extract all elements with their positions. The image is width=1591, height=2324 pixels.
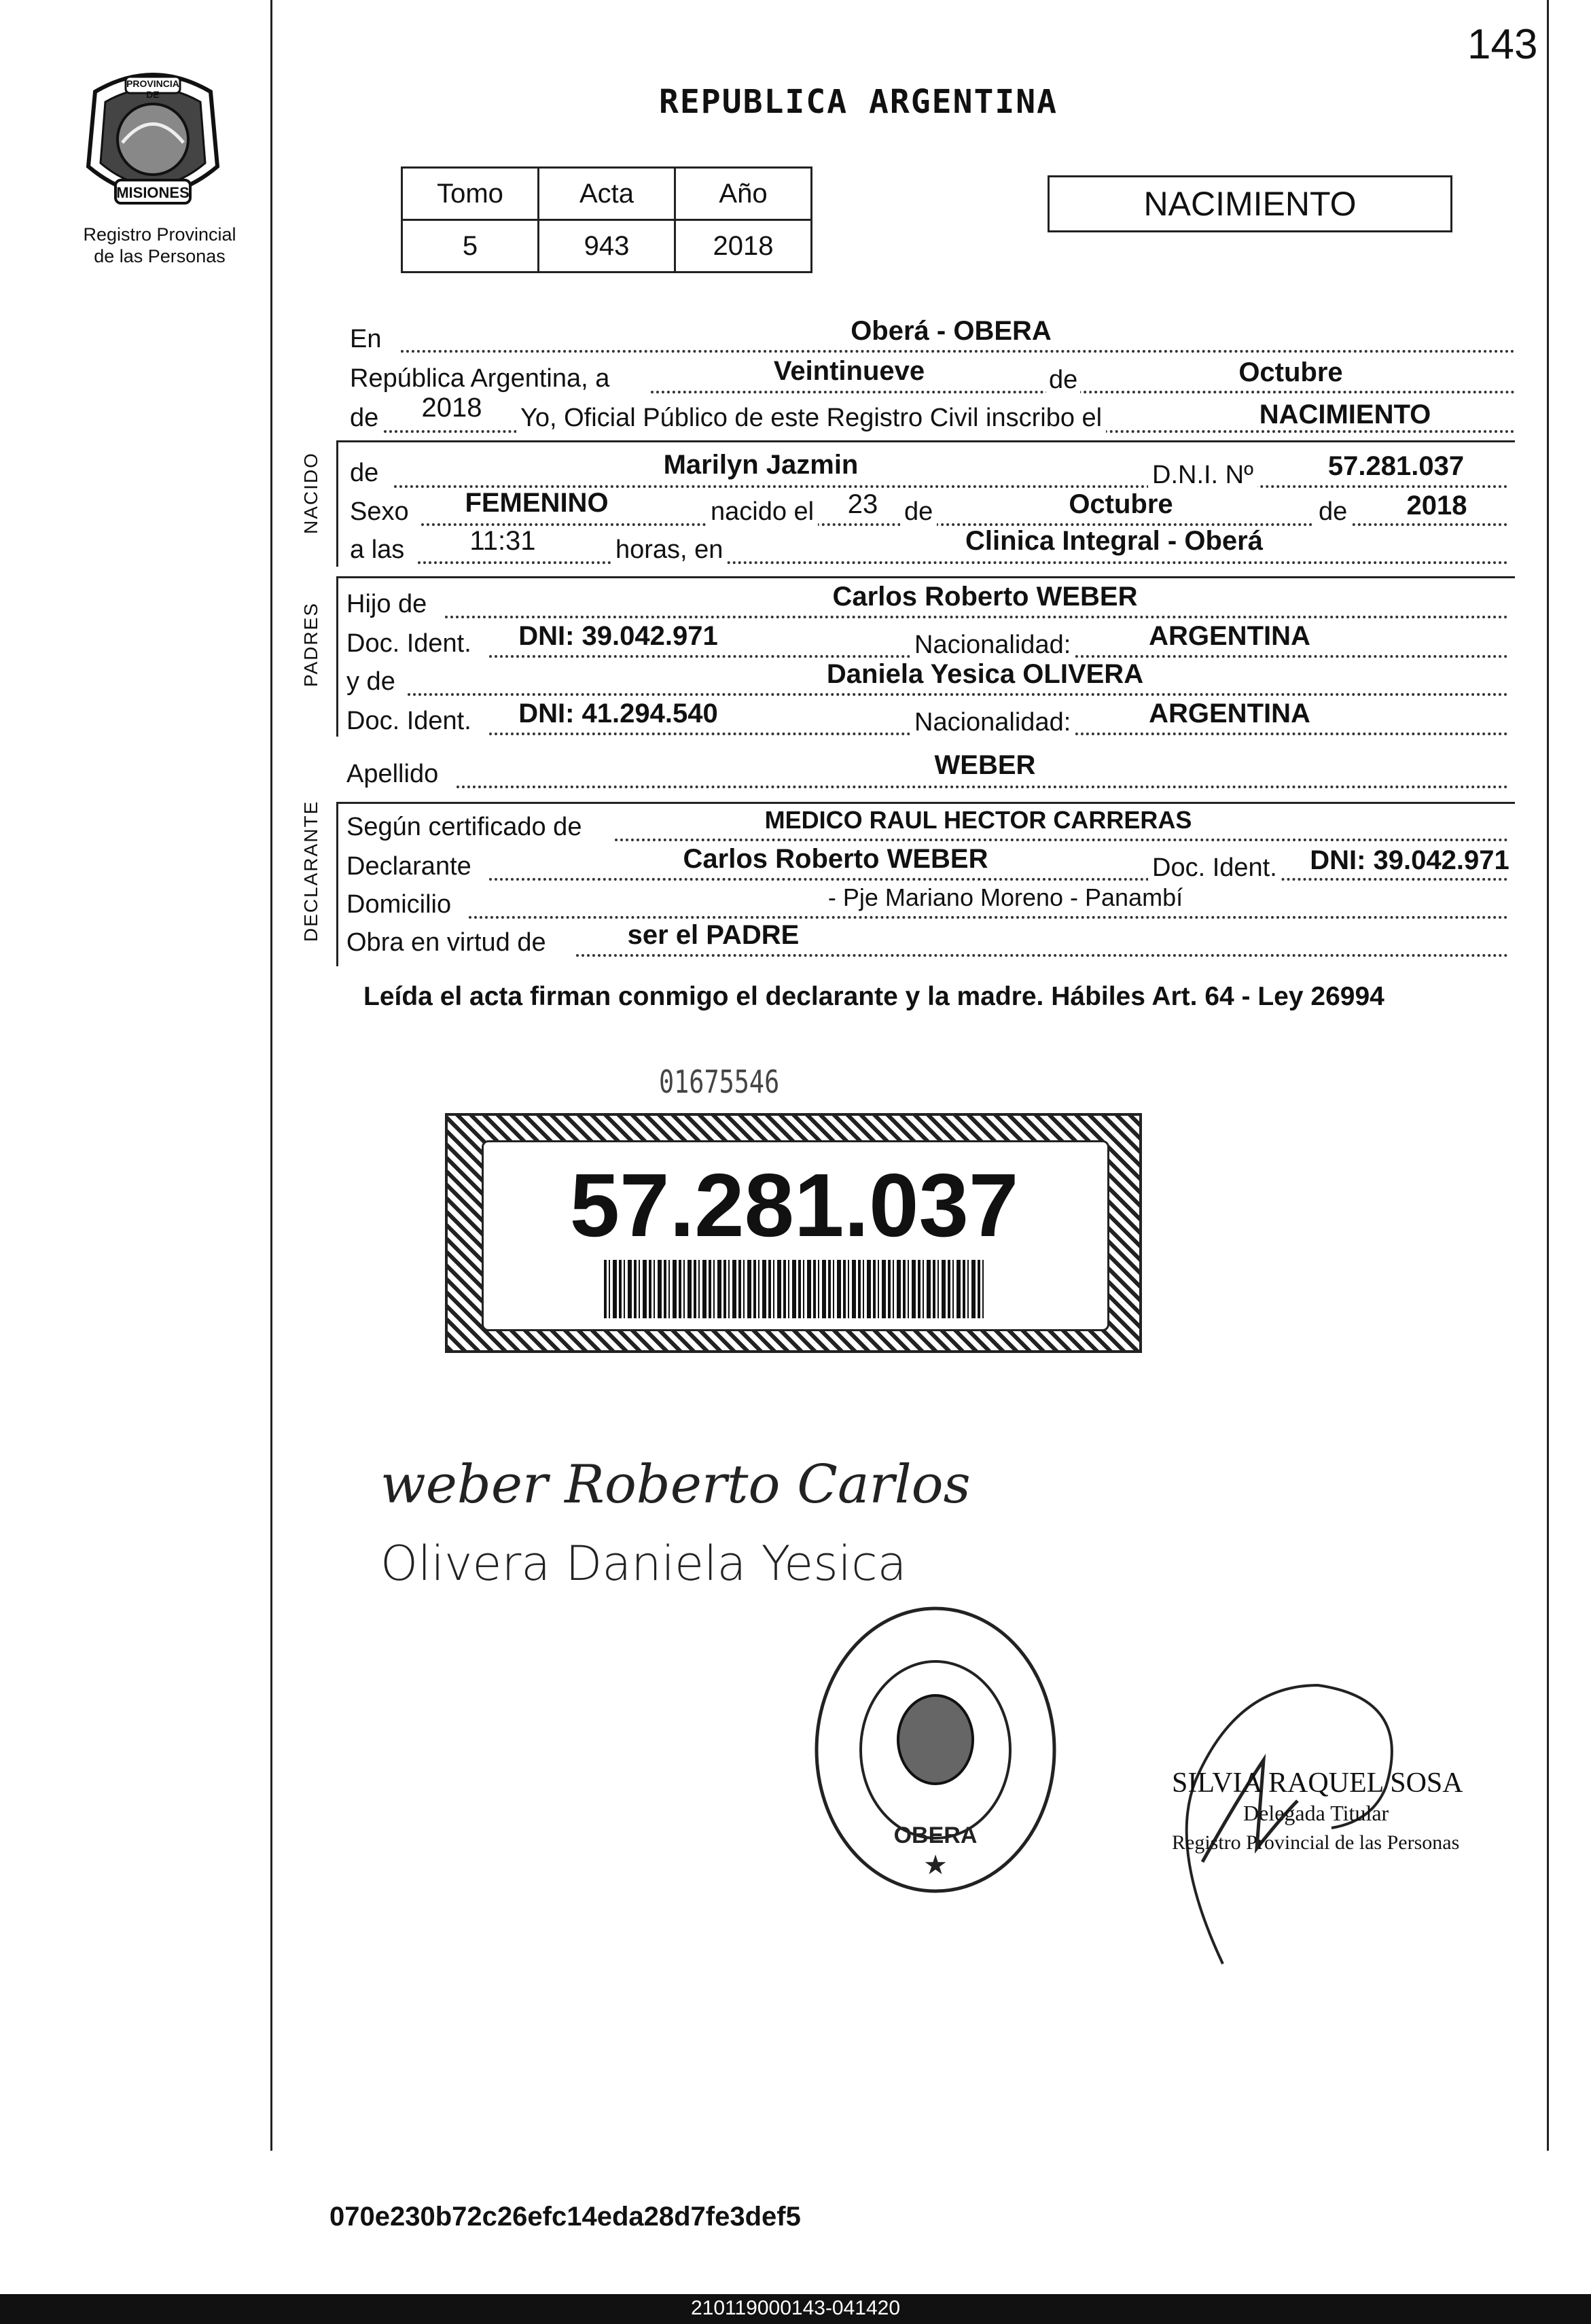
seal-graphic	[812, 1604, 1060, 1896]
value-tomo: 5	[402, 220, 539, 272]
scan-bar	[0, 2294, 1591, 2324]
signature-mother: Olivera Daniela Yesica	[380, 1536, 907, 1591]
sex-value: FEMENINO	[465, 488, 609, 518]
surname-label: Apellido	[346, 760, 439, 788]
signature-father: weber Roberto Carlos	[380, 1454, 971, 1515]
sticker-barcode	[604, 1260, 984, 1318]
seal-city: OBERA	[893, 1823, 978, 1848]
nacido-de-label: de	[350, 459, 379, 487]
address-label: Domicilio	[346, 890, 452, 919]
birth-de-label-2: de	[1315, 497, 1351, 527]
header-tomo: Tomo	[402, 168, 539, 220]
time-label: a las	[350, 535, 405, 564]
de-label-2: de	[350, 404, 379, 432]
document-hash: 070e230b72c26efc14eda28d7fe3def5	[329, 2202, 801, 2232]
closing-text: Leída el acta firman conmigo el declarante y la madre. Hábiles Art. 64 - Ley 26994	[363, 982, 1384, 1011]
cert-label: Según certificado de	[346, 813, 582, 841]
day-words-value: Veintinueve	[773, 356, 925, 386]
logo-top-text: PROVINCIA DE	[126, 78, 179, 100]
dots	[576, 954, 1508, 957]
surname-value: WEBER	[934, 750, 1036, 780]
dots	[418, 561, 1508, 564]
birth-day: 23	[847, 489, 878, 519]
value-ano: 2018	[675, 220, 812, 272]
and-label: y de	[346, 667, 395, 696]
divider-padres-top	[336, 576, 1515, 578]
child-name: Marilyn Jazmin	[663, 450, 859, 480]
address-value: - Pje Mariano Moreno - Panambí	[827, 883, 1183, 911]
padres-label: PADRES	[300, 601, 321, 687]
place-value: Oberá - OBERA	[851, 316, 1052, 346]
dots	[401, 350, 1515, 353]
hours-label: horas, en	[611, 535, 727, 565]
divider-nacido-top	[336, 440, 1515, 442]
nacido-bracket	[336, 440, 338, 567]
republic-label: República Argentina, a	[350, 364, 610, 393]
event-value: NACIMIENTO	[1259, 400, 1431, 429]
mother-doc-label: Doc. Ident.	[346, 707, 471, 735]
document-title: REPUBLICA ARGENTINA	[659, 83, 1058, 121]
dots	[457, 786, 1508, 788]
logo-bottom-text: MISIONES	[116, 184, 190, 201]
statement-text: Yo, Oficial Público de este Registro Civil inscribo el	[516, 404, 1106, 433]
right-margin-line	[1547, 0, 1549, 2151]
logo-caption-1: Registro Provincial	[83, 224, 236, 245]
birth-place: Clinica Integral - Oberá	[965, 526, 1263, 556]
father-doc: DNI: 39.042.971	[518, 621, 718, 651]
page-number: 143	[1467, 21, 1538, 68]
left-margin-line	[270, 0, 272, 2151]
declarant-label: Declarante	[346, 852, 471, 881]
doc-type-box	[1048, 175, 1452, 232]
dni-label: D.N.I. Nº	[1148, 461, 1257, 490]
birth-de-label: de	[900, 497, 937, 527]
doc-type-label: NACIMIENTO	[1143, 185, 1357, 223]
declarant-name: Carlos Roberto WEBER	[683, 844, 988, 874]
born-label: nacido el	[707, 497, 818, 527]
child-dni: 57.281.037	[1327, 451, 1465, 481]
father-nationality: ARGENTINA	[1149, 621, 1310, 651]
capacity-value: ser el PADRE	[627, 920, 800, 950]
son-of-label: Hijo de	[346, 590, 427, 618]
dni-sticker	[445, 1113, 1142, 1353]
month-value: Octubre	[1238, 357, 1343, 387]
official-org: Registro Provincial de las Personas	[1172, 1831, 1460, 1854]
sticker-number: 57.281.037	[569, 1155, 1019, 1255]
header-acta: Acta	[539, 168, 675, 220]
dots	[651, 391, 1515, 393]
father-nat-label: Nacionalidad:	[910, 631, 1075, 660]
padres-bracket	[336, 576, 338, 737]
capacity-label: Obra en virtud de	[346, 928, 546, 957]
logo-caption-2: de las Personas	[94, 246, 226, 266]
dots	[469, 916, 1508, 919]
mother-nat-label: Nacionalidad:	[910, 708, 1075, 737]
year-value: 2018	[421, 393, 482, 423]
mother-name: Daniela Yesica OLIVERA	[826, 659, 1144, 689]
sticker-serial: 01675546	[659, 1063, 780, 1100]
en-label: En	[350, 325, 382, 353]
registry-seal	[812, 1604, 1060, 1896]
nacido-label: NACIDO	[300, 452, 321, 534]
value-acta: 943	[539, 220, 675, 272]
scan-id: 210119000143-041420	[690, 2297, 901, 2319]
dots	[408, 693, 1508, 696]
birth-time: 11:31	[469, 526, 536, 556]
mother-doc: DNI: 41.294.540	[518, 699, 718, 728]
divider-declarante-top	[336, 802, 1515, 804]
sex-label: Sexo	[350, 497, 409, 526]
dots	[445, 616, 1508, 618]
declarante-label: DECLARANTE	[300, 800, 321, 942]
mother-nationality: ARGENTINA	[1149, 699, 1310, 728]
official-role: Delegada Titular	[1243, 1801, 1389, 1825]
declarante-bracket	[336, 802, 338, 966]
birth-year: 2018	[1406, 491, 1467, 521]
reference-table	[401, 166, 812, 273]
header-ano: Año	[675, 168, 812, 220]
official-name: SILVIA RAQUEL SOSA	[1172, 1767, 1463, 1799]
father-doc-label: Doc. Ident.	[346, 629, 471, 658]
declarant-doc: DNI: 39.042.971	[1310, 845, 1509, 875]
declarant-doc-label: Doc. Ident.	[1148, 853, 1281, 883]
birth-month: Octubre	[1069, 489, 1173, 519]
province-logo	[75, 65, 231, 217]
dots	[615, 839, 1508, 841]
father-name: Carlos Roberto WEBER	[832, 582, 1138, 612]
svg-text:★: ★	[923, 1850, 948, 1880]
cert-value: MEDICO RAUL HECTOR CARRERAS	[764, 806, 1192, 834]
de-label-1: de	[1046, 366, 1080, 395]
dots	[489, 878, 1508, 881]
